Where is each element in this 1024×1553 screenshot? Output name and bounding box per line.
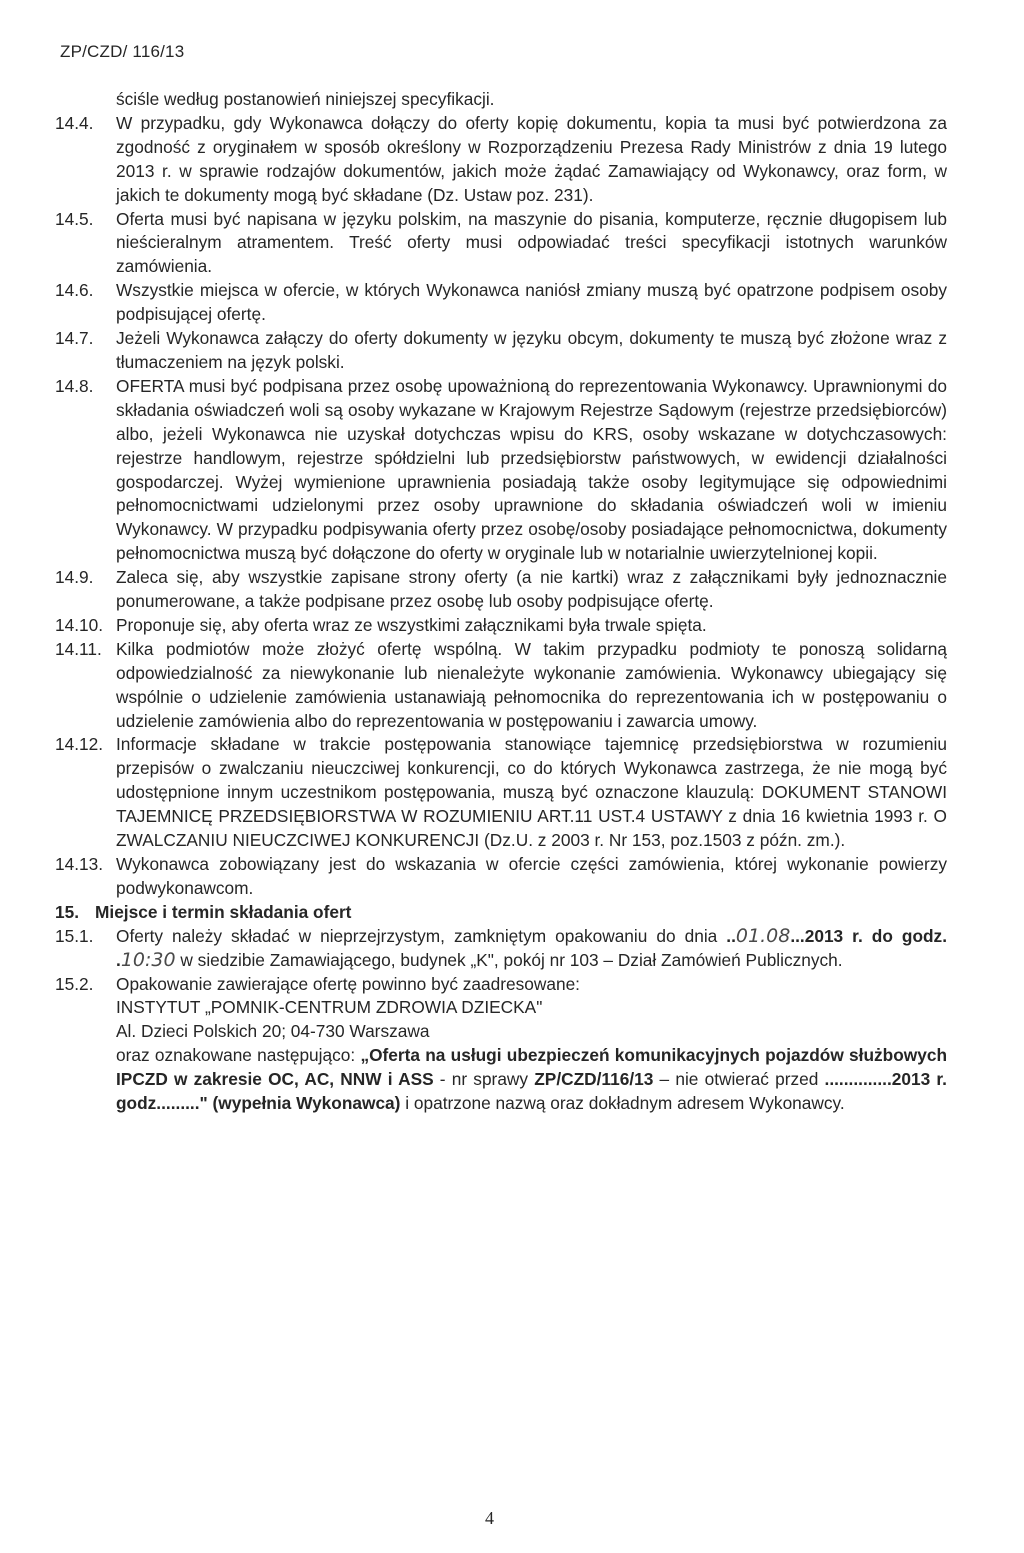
item-number: 14.5. [55,208,94,229]
item-text: Proponuje się, aby oferta wraz ze wszystkimi załącznikami była trwale spięta. [116,614,707,635]
item-14-8 [55,375,947,566]
item-15-2 [55,973,947,1116]
handwritten-time: 10:30 [120,948,176,971]
item-number: 14.4. [55,112,94,133]
item-number: 15.1. [55,925,94,946]
deadline-hour-label: do godz. [871,925,947,946]
submission-deadline-text: Oferty należy składać w nieprzejrzystym, zamkniętym opakowaniu do dnia [116,925,718,946]
envelope-instruction: Opakowanie zawierające ofertę powinno być zaadresowane: [116,973,580,994]
date-dots: ... [790,925,805,946]
handwritten-date: 01.08 [735,924,791,947]
item-14-10 [55,614,947,638]
item-15-1 [55,925,947,973]
marking-text: oraz oznakowane następująco: [116,1045,361,1066]
item-text: Zaleca się, aby wszystkie zapisane strony oferty (a nie kartki) wraz z załącznikami były jednoznacznie ponumerowane, a także podpisane przez osobę lub osoby podpisujące ofertę. [116,567,947,612]
item-text: Informacje składane w trakcie postępowania stanowiące tajemnicę przedsiębiorstwa w rozumieniu przepisów o zwalczaniu nieuczciwej konkurencji, co do których Wykonawca zastrzega, że nie mogą być udostępnione innym uczestnikom postępowania, muszą być oznaczone klauzulą: DOKUMENT STANOWI TAJEMNICĘ PRZEDSIĘBIORSTWA W ROZUMIENIU ART.11 UST.4 USTAWY z dnia 16 kwietnia 1993 r. O ZWALCZANIU NIEUCZCIWEJ KONKURENCJI (Dz.U. z 2003 r. Nr 153, poz.1503 z późn. zm.). [116,734,947,851]
marking-title: „Oferta na usługi ubezpieczeń komunikacyjnych pojazdów służbowych IPCZD w zakresie OC, AC, NNW i ASS [116,1045,947,1090]
item-14-11 [55,638,947,734]
item-text: Oferta musi być napisana w języku polskim, na maszynie do pisania, komputerze, ręcznie długopisem lub nieścieralnym atramentem. Treść oferty musi odpowiadać treści specyfikacji istotnych warunków zamówienia. [116,208,947,277]
deadline-year: 2013 r. [804,925,863,946]
date-dots: .. [726,925,736,946]
marking-date-placeholder: ..............2013 r. godz........." [116,1069,947,1114]
document-body [55,88,947,1116]
item-number: 14.13. [55,854,104,874]
submission-place-text: w siedzibie Zamawiającego, budynek „K", pokój nr 103 – Dział Zamówień Publicznych. [180,949,843,970]
document-reference: ZP/CZD/ 116/13 [60,42,185,61]
item-number: 14.6. [55,280,94,301]
item-number: 14.8. [55,375,94,396]
section-15-heading [55,901,947,925]
item-14-12 [55,733,947,853]
item-14-7 [55,327,947,375]
item-number: 14.10. [55,614,104,635]
section-number: 15. [55,901,80,922]
case-number: ZP/CZD/116/13 [534,1069,654,1090]
intro-line: ściśle według postanowień niniejszej specyfikacji. [116,89,495,109]
item-text [116,925,947,973]
time-dots: . [116,949,121,970]
item-text: Kilka podmiotów może złożyć ofertę wspólną. W takim przypadku podmioty te ponoszą solidarną odpowiedzialność za niewykonanie lub nienależyte wykonanie zamówienia. Wykonawcy ubiegający się wspólnie o udzielenie zamówienia ustanawiają pełnomocnika do reprezentowania ich w postępowaniu o udzielenie zamówienia albo do reprezentowania w postępowaniu i zawarcia umowy. [116,638,947,731]
item-number: 14.12. [55,734,104,755]
item-text: W przypadku, gdy Wykonawca dołączy do oferty kopię dokumentu, kopia ta musi być potwierdzona za zgodność z oryginałem w sposób określony w Rozporządzeniu Prezesa Rady Ministrów z dnia 19 lutego 2013 r. w sprawie rodzajów dokumentów, jakich może żądać Zamawiający od Wykonawcy, oraz form, w jakich te dokumenty mogą być składane (Dz. Ustaw poz. 231). [116,112,947,205]
item-14-9 [55,566,947,614]
item-text: OFERTA musi być podpisana przez osobę upoważnioną do reprezentowania Wykonawcy. Uprawnionymi do składania oświadczeń woli są osoby wykazane w Krajowym Rejestrze Sądowym (rejestrze przedsiębiorców) albo, jeżeli Wykonawca nie uzyskał dotychczas wpisu do KRS, osoby wskazane w dotychczasowych: rejestrze handlowym, rejestrze spółdzielni lub przedsiębiorstw państwowych, w ewidencji działalności gospodarczej. Wyżej wymienione uprawnienia posiadają także osoby legitymujące się odpowiednimi pełnomocnictwami udzielonymi przez osoby uprawnione do składania oświadczeń woli w imieniu Wykonawcy. W przypadku podpisywania oferty przez osobę/osoby posiadające pełnomocnictwa, dokumenty pełnomocnictwa muszą być dołączone do oferty w oryginale lub w notarialnie uwierzytelnionej kopii. [116,375,947,564]
page-number: 4 [485,1508,494,1528]
item-text: Jeżeli Wykonawca załączy do oferty dokumenty w języku obcym, dokumenty te muszą być złożone wraz z tłumaczeniem na język polski. [116,328,947,372]
recipient-name: INSTYTUT „POMNIK-CENTRUM ZDROWIA DZIECKA" [116,997,543,1018]
item-14-4 [55,112,947,208]
recipient-address: Al. Dzieci Polskich 20; 04-730 Warszawa [116,1021,430,1042]
marking-text: – nie otwierać przed [653,1069,825,1090]
marking-text: - nr sprawy [433,1069,535,1090]
item-number: 14.9. [55,567,94,588]
item-number: 14.11. [55,638,102,659]
item-text: Wszystkie miejsca w ofercie, w których Wykonawca naniósł zmiany muszą być opatrzone podpisem osoby podpisującej ofertę. [116,280,947,325]
section-title: Miejsce i termin składania ofert [95,901,352,922]
item-14-6 [55,279,947,327]
marking-filler-note: (wypełnia Wykonawca) [207,1093,401,1114]
item-number: 14.7. [55,328,94,349]
item-14-5 [55,208,947,280]
item-text [116,973,947,1116]
item-text: Wykonawca zobowiązany jest do wskazania w ofercie części zamówienia, której wykonanie powierzy podwykonawcom. [116,854,947,898]
marking-text: i opatrzone nazwą oraz dokładnym adresem Wykonawcy. [400,1093,845,1114]
envelope-marking [116,1044,947,1116]
item-14-13 [55,853,947,901]
item-number: 15.2. [55,973,94,994]
